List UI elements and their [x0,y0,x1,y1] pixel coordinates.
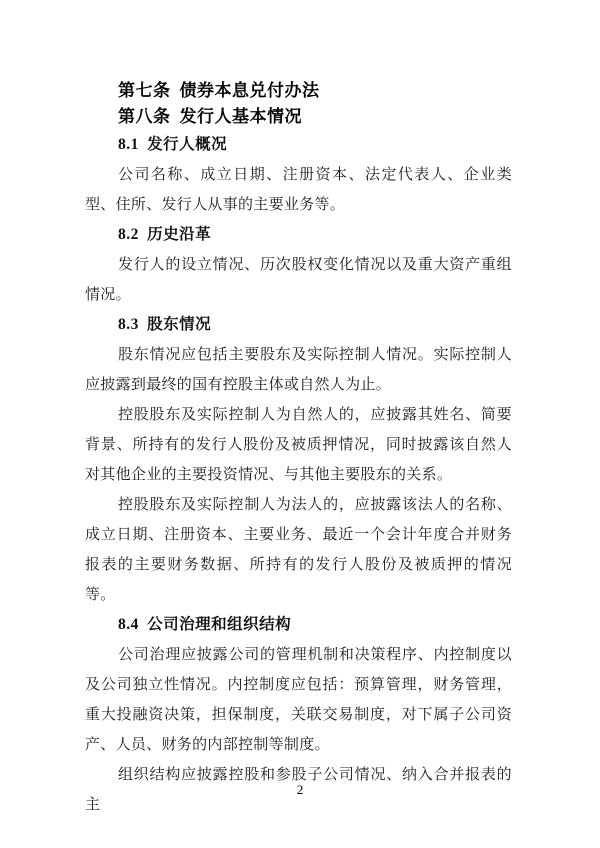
page-number: 2 [296,782,304,797]
section-heading-8-4: 8.4 公司治理和组织结构 [118,616,292,633]
section-heading-8-3: 8.3 股东情况 [118,316,212,333]
paragraph-8-3-legal-person: 控股股东及实际控制人为法人的，应披露该法人的名称、成立日期、注册资本、主要业务、最近一个会计年度合并财务报表的主要财务数据、所持有的发行人股份及被质押的情况等。 [85,497,512,603]
paragraph-8-1-overview: 公司名称、成立日期、注册资本、法定代表人、企业类型、住所、发行人从事的主要业务等。 [85,167,512,213]
section-heading-8-1: 8.1 发行人概况 [118,136,228,153]
article-heading-8: 第八条 发行人基本情况 [118,107,302,126]
article-heading-7: 第七条 债券本息兑付办法 [118,81,320,100]
paragraph-8-3-natural-person: 控股股东及实际控制人为自然人的，应披露其姓名、简要背景、所持有的发行人股份及被质押情况，同时披露该自然人对其他企业的主要投资情况、与其他主要股东的关系。 [85,407,512,483]
paragraph-8-2-history: 发行人的设立情况、历次股权变化情况以及重大资产重组情况。 [85,257,512,303]
paragraph-8-3-shareholders: 股东情况应包括主要股东及实际控制人情况。实际控制人应披露到最终的国有控股主体或自然人为止。 [85,347,512,393]
section-heading-8-2: 8.2 历史沿革 [118,226,212,243]
paragraph-8-4-governance: 公司治理应披露公司的管理机制和决策程序、内控制度以及公司独立性情况。内控制度应包括：预算管理，财务管理，重大投融资决策，担保制度，关联交易制度，对下属子公司资产、人员、财务的内部控制等制度。 [85,647,512,753]
paragraph-8-4-structure-cutoff: 组织结构应披露控股和参股子公司情况、纳入合并报表的主 [85,767,512,813]
